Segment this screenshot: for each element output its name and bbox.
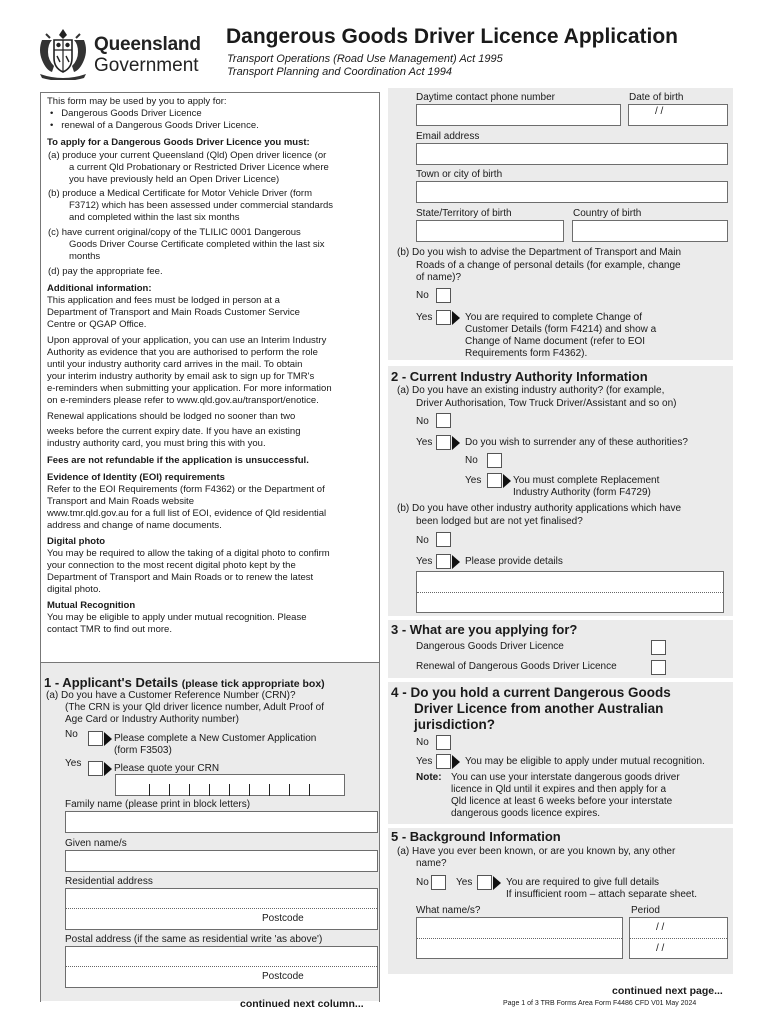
req-d-1: (d) pay the appropriate fee.: [48, 266, 163, 277]
mutual-heading: Mutual Recognition: [47, 600, 136, 611]
change-details-q1: (b) Do you wish to advise the Department of Transport and Main: [397, 247, 682, 258]
note-line-4: dangerous goods licence expires.: [451, 808, 600, 819]
apply-renewal-checkbox[interactable]: [651, 660, 666, 675]
change-yes-note-4: Requirements form F4362).: [465, 348, 588, 359]
change-no-checkbox[interactable]: [436, 288, 451, 303]
crn-yes-label: Yes: [65, 758, 82, 769]
phone-label: Daytime contact phone number: [416, 92, 555, 103]
period-divider: [630, 938, 727, 939]
crn-no-checkbox[interactable]: [88, 731, 103, 746]
town-of-birth-input[interactable]: [416, 181, 728, 203]
gov-name-line2: Government: [94, 55, 199, 76]
interstate-no-checkbox[interactable]: [436, 735, 451, 750]
other-names-divider: [417, 938, 622, 939]
pending-no-checkbox[interactable]: [436, 532, 451, 547]
section-4-title-3: jurisdiction?: [414, 717, 495, 732]
pending-yes-checkbox[interactable]: [436, 554, 451, 569]
replacement-note-2: Industry Authority (form F4729): [513, 487, 651, 498]
crn-no-note-1: Please complete a New Customer Application: [114, 733, 317, 744]
authority-no-checkbox[interactable]: [436, 413, 451, 428]
photo-2: your connection to the most recent digital photo kept by the: [47, 560, 296, 571]
postal-divider: [66, 966, 377, 967]
additional-2: Department of Transport and Main Roads Customer Service: [47, 307, 300, 318]
other-name-yes-note-1: You are required to give full details: [506, 877, 660, 888]
act-line-1: Transport Operations (Road Use Management) Act 1995: [227, 53, 503, 65]
postal-address-label: Postal address (if the same as residential write 'as above'): [65, 934, 323, 945]
s2-qa-2: Driver Authorisation, Tow Truck Driver/Assistant and so on): [416, 398, 677, 409]
continued-next-column: continued next column...: [240, 998, 364, 1010]
email-label: Email address: [416, 131, 480, 142]
intro-bullet-1: • Dangerous Goods Driver Licence: [50, 108, 202, 119]
eoi-1: Refer to the EOI Requirements (form F4362) or the Department of: [47, 484, 325, 495]
note-line-2: licence in Qld until it expires and then apply for a: [451, 784, 667, 795]
state-of-birth-label: State/Territory of birth: [416, 208, 512, 219]
authority-no-label: No: [416, 416, 429, 427]
s2-qb-1: (b) Do you have other industry authority applications which have: [397, 503, 682, 514]
postal-postcode-label: Postcode: [262, 971, 304, 982]
req-c-2: Goods Driver Course Certificate completed within the last six: [69, 239, 325, 250]
s1-qa-1: (a) Do you have a Customer Reference Number (CRN)?: [46, 690, 296, 701]
phone-input[interactable]: [416, 104, 621, 126]
interstate-no-label: No: [416, 737, 429, 748]
provide-details-label: Please provide details: [465, 556, 563, 567]
residential-label: Residential address: [65, 876, 153, 887]
s1-qa-3: Age Card or Industry Authority number): [65, 714, 239, 725]
section-4-title-1: 4 - Do you hold a current Dangerous Goods: [391, 685, 671, 700]
upon-3: until your industry authority card arrives in the mail. To obtain: [47, 359, 303, 370]
arrow-right-icon: [452, 311, 460, 325]
section-5-title: 5 - Background Information: [391, 829, 561, 844]
renewal-3: industry authority card, you must bring this with you.: [47, 438, 266, 449]
pending-yes-label: Yes: [416, 556, 433, 567]
surrender-yes-label: Yes: [465, 475, 482, 486]
req-a-3: you have previously held an Open Driver Licence): [69, 174, 280, 185]
pending-details-divider: [417, 592, 723, 593]
given-names-label: Given name/s: [65, 838, 127, 849]
other-name-yes-label: Yes: [456, 877, 473, 888]
residential-address-input[interactable]: [65, 888, 378, 930]
crn-no-note-2: (form F3503): [114, 745, 172, 756]
change-no-label: No: [416, 290, 429, 301]
arrow-right-icon: [452, 755, 460, 769]
fees-notice: Fees are not refundable if the application is unsuccessful.: [47, 455, 309, 466]
coat-of-arms-icon: [34, 26, 92, 80]
additional-3: Centre or QGAP Office.: [47, 319, 147, 330]
upon-4: your interim industry authority by email ask to sign up for TMR's: [47, 371, 315, 382]
mutual-2: contact TMR to find out more.: [47, 624, 172, 635]
state-of-birth-input[interactable]: [416, 220, 564, 242]
renewal-1: Renewal applications should be lodged no sooner than two: [47, 411, 296, 422]
postal-address-input[interactable]: [65, 946, 378, 988]
page-footer-info: Page 1 of 3 TRB Forms Area Form F4486 CFD V01 May 2024: [503, 1000, 697, 1007]
note-line-3: Qld licence at least 6 weeks before your interstate: [451, 796, 673, 807]
s5-qa-1: (a) Have you ever been known, or are you known by, any other: [397, 846, 676, 857]
surrender-question: Do you wish to surrender any of these authorities?: [465, 437, 688, 448]
period-sep-2: / /: [656, 943, 665, 954]
surrender-no-label: No: [465, 455, 478, 466]
crn-digit-divider: [309, 784, 310, 796]
surrender-yes-checkbox[interactable]: [487, 473, 502, 488]
interstate-yes-label: Yes: [416, 756, 433, 767]
replacement-note-1: You must complete Replacement: [513, 475, 660, 486]
req-c-1: (c) have current original/copy of the TLILIC 0001 Dangerous: [48, 227, 301, 238]
period-sep-1: / /: [656, 922, 665, 933]
photo-1: You may be required to allow the taking of a digital photo to confirm: [47, 548, 330, 559]
what-names-label: What name/s?: [416, 905, 481, 916]
photo-heading: Digital photo: [47, 536, 106, 547]
section-1-title: 1 - Applicant's Details (please tick appropriate box): [44, 675, 325, 690]
residential-divider: [66, 908, 377, 909]
section-4-title-2: Driver Licence from another Australian: [414, 701, 664, 716]
crn-digit-divider: [169, 784, 170, 796]
form-title: Dangerous Goods Driver Licence Application: [226, 25, 678, 48]
crn-yes-note: Please quote your CRN: [114, 763, 220, 774]
apply-renewal-label: Renewal of Dangerous Goods Driver Licence: [416, 661, 617, 672]
s2-qb-2: been lodged but are not yet finalised?: [416, 516, 583, 527]
arrow-right-icon: [104, 732, 112, 746]
change-yes-note-3: Change of Name document (refer to EOI: [465, 336, 646, 347]
s1-qa-2: (The CRN is your Qld driver licence number, Adult Proof of: [65, 702, 324, 713]
section-2-title: 2 - Current Industry Authority Information: [391, 369, 648, 384]
change-details-q2: Roads of a change of personal details (for example, change: [416, 260, 681, 271]
interstate-yes-note: You may be eligible to apply under mutual recognition.: [465, 756, 705, 767]
photo-4: digital photo.: [47, 584, 101, 595]
arrow-right-icon: [493, 876, 501, 890]
change-yes-note-1: You are required to complete Change of: [465, 312, 642, 323]
crn-digit-divider: [289, 784, 290, 796]
upon-5: e-reminders when submitting your application. For more information: [47, 383, 332, 394]
other-name-yes-checkbox[interactable]: [477, 875, 492, 890]
req-c-3: months: [69, 251, 101, 262]
eoi-4: address and change of name documents.: [47, 520, 222, 531]
req-a-2: a current Qld Probationary or Restricted Driver Licence where: [69, 162, 329, 173]
apply-dg-licence-label: Dangerous Goods Driver Licence: [416, 641, 564, 652]
s5-qa-2: name?: [416, 858, 447, 869]
upon-2: Authority as evidence that you are authorised to perform the role: [47, 347, 318, 358]
arrow-right-icon: [503, 474, 511, 488]
arrow-right-icon: [452, 555, 460, 569]
country-of-birth-input[interactable]: [572, 220, 728, 242]
upon-6: on e-reminders please refer to www.qld.gov.au/transport/enotice.: [47, 395, 319, 406]
additional-heading: Additional information:: [47, 283, 152, 294]
authority-yes-label: Yes: [416, 437, 433, 448]
renewal-2: weeks before the current expiry date. If you have an existing: [47, 426, 301, 437]
country-of-birth-label: Country of birth: [573, 208, 642, 219]
crn-yes-checkbox[interactable]: [88, 761, 103, 776]
residential-postcode-label: Postcode: [262, 913, 304, 924]
mutual-1: You may be eligible to apply under mutual recognition. Please: [47, 612, 307, 623]
crn-digit-divider: [269, 784, 270, 796]
crn-digit-divider: [229, 784, 230, 796]
s2-qa-1: (a) Do you have an existing industry authority? (for example,: [397, 385, 665, 396]
other-name-yes-note-2: If insufficient room – attach separate sheet.: [506, 889, 698, 900]
interstate-yes-checkbox[interactable]: [436, 754, 451, 769]
family-name-label: Family name (please print in block letters): [65, 799, 251, 810]
other-name-no-label: No: [416, 877, 429, 888]
crn-digit-divider: [249, 784, 250, 796]
dob-label: Date of birth: [629, 92, 684, 103]
change-details-q3: of name)?: [416, 272, 462, 283]
other-name-no-checkbox[interactable]: [431, 875, 446, 890]
apply-dg-licence-checkbox[interactable]: [651, 640, 666, 655]
must-heading: To apply for a Dangerous Goods Driver Licence you must:: [47, 137, 310, 148]
change-yes-checkbox[interactable]: [436, 310, 451, 325]
req-b-2: F3712) which has been assessed under commercial standards: [69, 200, 334, 211]
dob-separators: / /: [655, 106, 664, 117]
crn-digit-divider: [149, 784, 150, 796]
family-name-input[interactable]: [65, 811, 378, 833]
additional-1: This application and fees must be lodged in person at a: [47, 295, 280, 306]
crn-no-label: No: [65, 729, 78, 740]
note-line-1: You can use your interstate dangerous goods driver: [451, 772, 680, 783]
change-yes-note-2: Customer Details (form F4214) and show a: [465, 324, 657, 335]
gov-name-line1: Queensland: [94, 34, 201, 55]
change-yes-label: Yes: [416, 312, 433, 323]
req-a-1: (a) produce your current Queensland (Qld) Open driver licence (or: [48, 150, 327, 161]
intro-bullet-2: • renewal of a Dangerous Goods Driver Licence.: [50, 120, 259, 131]
given-names-input[interactable]: [65, 850, 378, 872]
intro-lead: This form may be used by you to apply for:: [47, 96, 227, 107]
authority-yes-checkbox[interactable]: [436, 435, 451, 450]
arrow-right-icon: [452, 436, 460, 450]
surrender-no-checkbox[interactable]: [487, 453, 502, 468]
act-line-2: Transport Planning and Coordination Act 1994: [227, 66, 453, 78]
continued-next-page: continued next page...: [612, 985, 723, 997]
upon-1: Upon approval of your application, you can use an Interim Industry: [47, 335, 327, 346]
period-label: Period: [631, 905, 660, 916]
arrow-right-icon: [104, 762, 112, 776]
eoi-3: www.tmr.qld.gov.au for a full list of EOI, evidence of Qld residential: [47, 508, 327, 519]
town-of-birth-label: Town or city of birth: [416, 169, 503, 180]
req-b-3: and completed within the last six months: [69, 212, 240, 223]
dob-input[interactable]: [628, 104, 728, 126]
email-input[interactable]: [416, 143, 728, 165]
pending-no-label: No: [416, 535, 429, 546]
eoi-heading: Evidence of Identity (EOI) requirements: [47, 472, 225, 483]
crn-digit-divider: [189, 784, 190, 796]
note-label: Note:: [416, 772, 442, 783]
qld-government-logo: [34, 26, 216, 80]
eoi-2: Transport and Main Roads website: [47, 496, 194, 507]
req-b-1: (b) produce a Medical Certificate for Motor Vehicle Driver (form: [48, 188, 312, 199]
crn-digit-divider: [209, 784, 210, 796]
section-3-title: 3 - What are you applying for?: [391, 622, 578, 637]
photo-3: Department of Transport and Main Roads or to renew the latest: [47, 572, 314, 583]
